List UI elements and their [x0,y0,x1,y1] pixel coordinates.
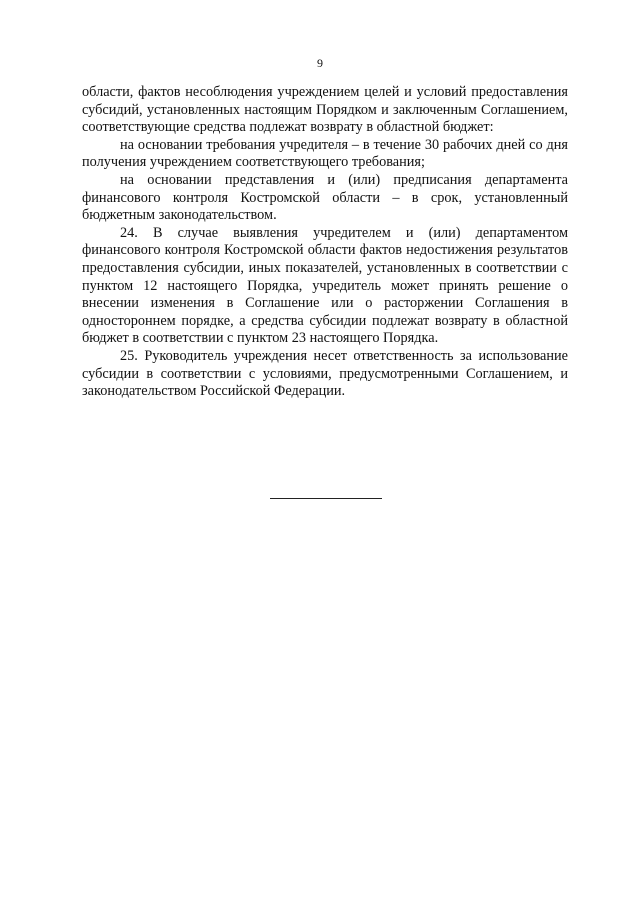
document-body [82,84,568,401]
paragraph-founder-requirement: на основании требования учредителя – в течение 30 рабочих дней со дня получения учреждением соответствующего требования; [82,136,568,171]
page-number: 9 [317,56,323,70]
paragraph-item-25: 25. Руководитель учреждения несет ответственность за использование субсидии в соответствии с условиями, предусмотренными Соглашением, и законодательством Российской Федерации. [82,347,568,400]
paragraph-financial-control: на основании представления и (или) предписания департамента финансового контроля Костромской области – в срок, установленный бюджетным законодательством. [82,171,568,224]
paragraph-item-24: 24. В случае выявления учредителем и (или) департаментом финансового контроля Костромской области фактов недостижения результатов предоставления субсидии, иных показателей, установленных в соответствии с пунктом 12 настоящего Порядка, учредитель может принять решение о внесении изменения в Соглашение или о расторжении Соглашения в одностороннем порядке, а средства субсидии подлежат возврату в областной бюджет в соответствии с пунктом 23 настоящего Порядка. [82,224,568,347]
paragraph-continuation: области, фактов несоблюдения учреждением целей и условий предоставления субсидий, установленных настоящим Порядком и заключенным Соглашением, соответствующие средства подлежат возврату в областной бюджет: [82,84,568,136]
end-separator-line [270,498,382,499]
